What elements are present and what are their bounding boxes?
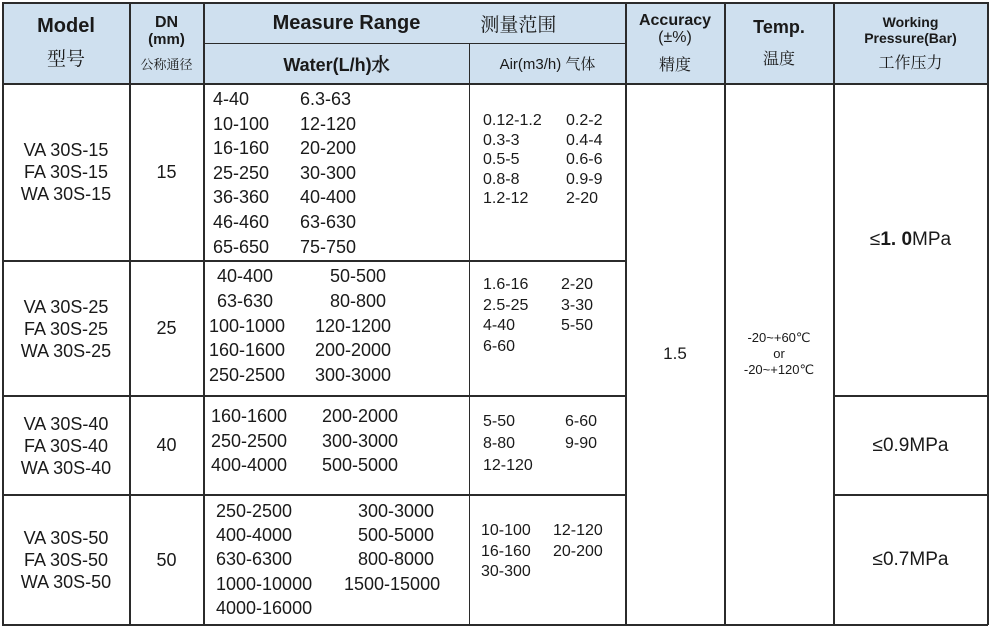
row2-air-cell: 2.5-25 [483, 296, 529, 314]
row3-model-va: VA 30S-40 [23, 413, 109, 434]
row3-water [211, 404, 466, 478]
row3-air-cell: 8-80 [483, 435, 516, 452]
row1-air-cell: 0.5-5 [483, 151, 520, 168]
row1-water [213, 87, 463, 259]
row3-water-cell: 200-2000 [322, 406, 399, 426]
row2-air-cell: 3-30 [561, 296, 594, 314]
row1-water-cell: 16-160 [213, 138, 270, 159]
row4-water-cell: 500-5000 [358, 525, 435, 546]
pressure-unit-1: MPa [912, 228, 952, 250]
row2-air-cell: 6-60 [483, 337, 516, 355]
row1-air-cell: 0.4-4 [566, 131, 603, 149]
row4-air [481, 521, 623, 583]
row2-model-wa: WA 30S-25 [20, 340, 112, 361]
row3-water-cell: 500-5000 [322, 455, 399, 475]
header-pressure-en2: Pressure(Bar) [864, 29, 957, 46]
row2-model-va: VA 30S-25 [23, 296, 109, 317]
row4-air-cell: 30-300 [481, 563, 531, 580]
row2-dn-value: 25 [156, 318, 177, 338]
row2-divider [2, 395, 626, 397]
row1-air-cell: 2-20 [566, 190, 599, 207]
row2-water-cell: 200-2000 [315, 340, 392, 361]
temp-or: or [773, 346, 785, 361]
row3-air-cell [565, 455, 623, 477]
header-measure-range-en: Measure Range [272, 11, 421, 34]
row1-water-cell: 10-100 [213, 113, 270, 134]
row3-air-cell: 5-50 [483, 413, 516, 430]
header-pressure-cn: 工作压力 [878, 54, 943, 72]
row4-water [216, 499, 471, 620]
row4-dn-value: 50 [156, 549, 177, 570]
temp-range-1: -20~+60℃ [747, 330, 811, 345]
header-divider [2, 83, 988, 85]
header-pressure-en1: Working [882, 13, 939, 30]
row3-water-cell: 250-2500 [211, 430, 288, 451]
row1-air-cell: 0.2-2 [566, 112, 603, 129]
row3-air-cell: 6-60 [565, 413, 598, 430]
row2-water-cell: 250-2500 [209, 365, 286, 386]
row2-water-cell: 100-1000 [209, 315, 286, 336]
header-temp-en: Temp. [753, 17, 805, 37]
row2-air-cell: 1.6-16 [483, 276, 529, 293]
row4-dn [130, 496, 203, 624]
row4-water-cell: 250-2500 [216, 501, 293, 521]
row4-air-cell: 20-200 [553, 542, 603, 560]
row1-air-cell: 0.6-6 [566, 151, 603, 168]
col-divider-dn [203, 2, 205, 625]
row3-models [3, 397, 129, 494]
pressure-value-1: 1. 0 [880, 228, 913, 250]
row3-model-wa: WA 30S-40 [20, 457, 112, 478]
row1-dn [130, 84, 203, 260]
col-divider-air [625, 2, 627, 625]
row2-air-cell [561, 337, 623, 358]
header-water-label: Water(L/h)水 [283, 54, 390, 75]
row1-water-cell: 20-200 [300, 138, 357, 159]
header-dn-cn: 公称通径 [140, 56, 193, 72]
row3-dn [130, 397, 203, 494]
row2-air-cell: 4-40 [483, 317, 516, 334]
row1-water-cell: 46-460 [213, 211, 270, 232]
pressure-value-1-cell [834, 84, 987, 395]
row1-water-cell: 25-250 [213, 162, 270, 183]
row1-air-cell: 0.12-1.2 [483, 112, 542, 129]
pressure-value-2-cell [834, 397, 987, 494]
accuracy-value: 1.5 [663, 344, 687, 363]
row1-air-cell: 0.8-8 [483, 170, 520, 188]
row1-water-cell: 4-40 [213, 89, 250, 109]
row2-water-cell: 50-500 [330, 266, 387, 286]
row2-air-cell: 2-20 [561, 276, 594, 293]
row2-water-cell: 120-1200 [315, 315, 392, 336]
row3-dn-value: 40 [156, 435, 177, 455]
pressure-value-3: ≤0.7MPa [872, 549, 949, 570]
temp-range-2: -20~+120℃ [743, 362, 815, 377]
row4-water-cell [344, 596, 471, 620]
col-divider-accuracy [724, 2, 726, 625]
row4-models [3, 496, 129, 624]
row1-water-cell: 30-300 [300, 162, 357, 183]
col-divider-water [469, 43, 470, 625]
header-measure-range-cn: 测量范围 [480, 14, 557, 36]
header-measure-range [204, 3, 625, 43]
row2-water-cell: 160-1600 [209, 340, 286, 361]
row4-water-cell: 4000-16000 [216, 597, 313, 618]
row1-air-cell: 0.3-3 [483, 131, 520, 149]
header-accuracy [626, 3, 724, 83]
row4-water-cell: 300-3000 [358, 501, 435, 521]
row4-model-va: VA 30S-50 [23, 528, 109, 548]
row3-water-cell: 300-3000 [322, 430, 399, 451]
row2-air-cell: 5-50 [561, 317, 594, 334]
row3-model-fa: FA 30S-40 [23, 435, 109, 456]
row2-models [3, 262, 129, 395]
measure-subheader-divider [203, 43, 626, 44]
row4-model-wa: WA 30S-50 [20, 572, 112, 592]
header-temp [725, 3, 833, 83]
row2-water-cell: 80-800 [330, 290, 387, 311]
row1-models [3, 84, 129, 260]
row3-air-cell: 9-90 [565, 435, 598, 452]
header-model [3, 3, 129, 83]
row2-water-cell: 63-630 [217, 290, 274, 311]
row3-water-cell: 160-1600 [211, 406, 288, 426]
table-border-left [2, 2, 4, 625]
header-air-label: Air(m3/h) 气体 [499, 56, 596, 73]
row4-air-cell: 12-120 [553, 522, 603, 539]
header-model-cn: 型号 [46, 49, 85, 70]
row4-water-cell: 1500-15000 [344, 573, 441, 594]
row4-air-cell: 10-100 [481, 522, 531, 539]
row2-water-cell: 40-400 [217, 266, 274, 286]
table-border-top [2, 2, 988, 4]
header-dn-en: DN [154, 13, 179, 31]
header-accuracy-en: Accuracy [638, 11, 712, 29]
row1-model-fa: FA 30S-15 [23, 162, 109, 182]
header-accuracy-cn: 精度 [658, 56, 691, 74]
header-temp-cn: 温度 [762, 51, 795, 68]
row1-water-cell: 75-750 [300, 236, 357, 257]
table-border-bottom [2, 624, 988, 626]
header-accuracy-unit: (±%) [658, 28, 692, 46]
pressure-value-2: ≤0.9MPa [872, 434, 949, 456]
col-divider-temp [833, 2, 835, 625]
row4-water-cell: 630-6300 [216, 549, 293, 570]
header-model-en: Model [37, 15, 95, 37]
row3-divider-pressure [833, 494, 988, 496]
row2-water-cell: 300-3000 [315, 365, 392, 386]
header-water [204, 44, 469, 83]
row1-model-va: VA 30S-15 [23, 140, 109, 160]
row1-air [483, 111, 623, 209]
row3-air [483, 411, 623, 477]
pressure-value-3-cell [834, 496, 987, 624]
row1-water-cell: 63-630 [300, 211, 357, 232]
row1-air-cell: 1.2-12 [483, 190, 529, 207]
header-dn [130, 3, 203, 83]
row2-air [483, 275, 623, 357]
row1-water-cell: 12-120 [300, 113, 357, 134]
accuracy-value-cell [626, 84, 724, 624]
temp-value-cell [725, 84, 833, 624]
row2-divider-pressure [833, 395, 988, 397]
col-divider-model [129, 2, 131, 625]
row3-air-cell: 12-120 [483, 457, 533, 474]
row1-water-cell: 6.3-63 [300, 89, 352, 109]
row1-divider [2, 260, 626, 262]
row1-water-cell: 65-650 [213, 236, 270, 257]
row4-water-cell: 400-4000 [216, 525, 293, 546]
header-dn-unit: (mm) [148, 30, 185, 48]
row4-water-cell: 800-8000 [358, 549, 435, 570]
row2-dn [130, 262, 203, 395]
row1-water-cell: 36-360 [213, 187, 270, 208]
row1-model-wa: WA 30S-15 [20, 184, 112, 204]
row2-water [209, 264, 464, 388]
row4-model-fa: FA 30S-50 [23, 550, 109, 570]
pressure-le-symbol: ≤ [869, 228, 881, 250]
row3-divider [2, 494, 626, 496]
row4-water-cell: 1000-10000 [216, 573, 313, 594]
row1-water-cell: 40-400 [300, 187, 357, 208]
table-border-right [987, 2, 989, 625]
row4-air-cell: 16-160 [481, 542, 531, 560]
header-pressure [834, 3, 987, 83]
row3-water-cell: 400-4000 [211, 455, 288, 475]
row1-dn-value: 15 [156, 161, 177, 182]
row1-air-cell: 0.9-9 [566, 170, 603, 188]
header-air [470, 44, 625, 83]
row2-model-fa: FA 30S-25 [23, 318, 109, 339]
row4-air-cell [553, 562, 623, 583]
